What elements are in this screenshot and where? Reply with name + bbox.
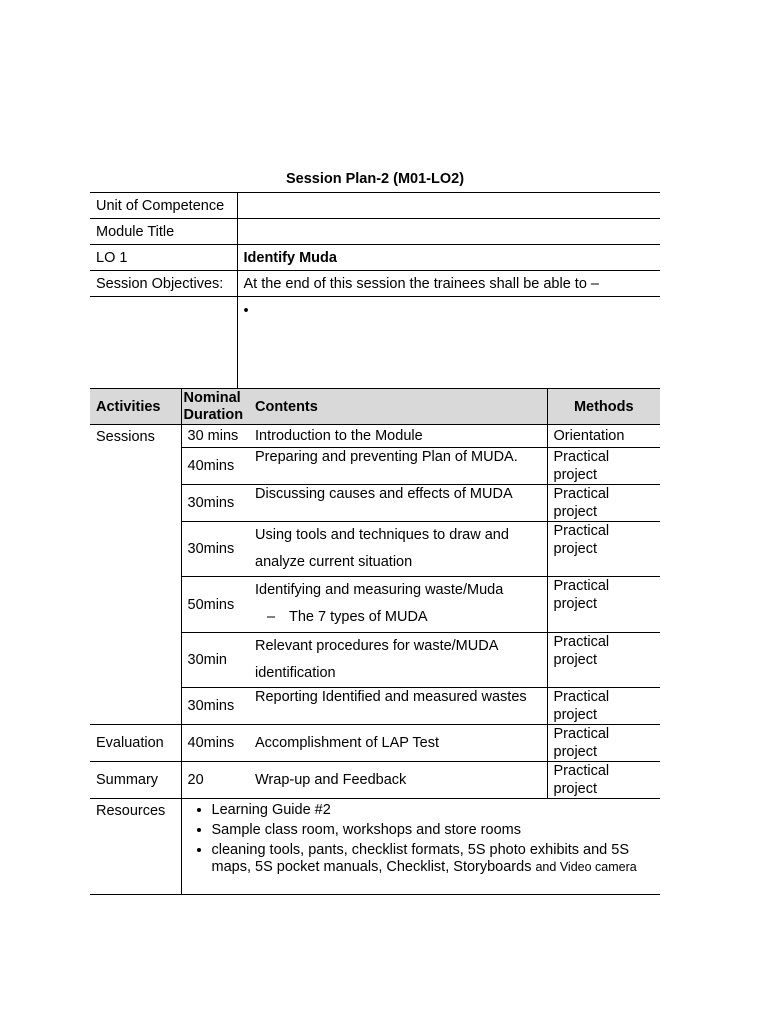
unit-value xyxy=(237,193,660,219)
resources-row xyxy=(90,799,660,895)
module-label: Module Title xyxy=(90,219,237,245)
content-subitem: The 7 types of MUDA xyxy=(289,609,428,625)
content-cell: Discussing causes and effects of MUDA xyxy=(249,485,547,522)
unit-row xyxy=(90,193,660,219)
method-cell: Orientation xyxy=(547,425,660,448)
summary-row xyxy=(90,762,660,799)
content-cell: Introduction to the Module xyxy=(249,425,547,448)
duration-cell: 30 mins xyxy=(181,425,249,448)
resource-text-small: and Video camera xyxy=(535,860,637,874)
content-line: Using tools and techniques to draw and xyxy=(255,527,509,543)
lo-row xyxy=(90,245,660,271)
header-row xyxy=(90,389,660,425)
method-cell: Practical project xyxy=(547,448,660,485)
content-line: Relevant procedures for waste/MUDA xyxy=(255,638,499,654)
table-row xyxy=(90,425,660,448)
activities-header: Activities xyxy=(90,389,181,425)
content-cell xyxy=(249,633,547,688)
session-info-table xyxy=(90,192,660,393)
evaluation-label: Evaluation xyxy=(90,725,181,762)
duration-cell: 30mins xyxy=(181,688,249,725)
list-item xyxy=(212,842,655,876)
duration-cell: 30mins xyxy=(181,485,249,522)
objectives-bullet: • xyxy=(237,297,660,393)
content-cell xyxy=(249,577,547,633)
content-line: Identifying and measuring waste/Muda xyxy=(255,582,504,598)
method-cell: Practical project xyxy=(547,688,660,725)
duration-cell: 50mins xyxy=(181,577,249,633)
unit-label: Unit of Competence xyxy=(90,193,237,219)
content-cell: Accomplishment of LAP Test xyxy=(249,725,547,762)
method-cell: Practical project xyxy=(547,522,660,577)
list-item: • Sample class room, workshops and store rooms xyxy=(212,822,655,839)
method-cell: Practical project xyxy=(547,762,660,799)
objectives-bullet-row xyxy=(90,297,660,393)
dash-bullet: – xyxy=(267,609,276,625)
module-value xyxy=(237,219,660,245)
duration-cell: 40mins xyxy=(181,725,249,762)
duration-cell: 30mins xyxy=(181,522,249,577)
duration-header-line2: Duration xyxy=(183,406,244,423)
resource-text: cleaning tools, pants, checklist formats, 5S photo exhibits and 5S maps, 5S pocket manuals, Checklist, Storyboards xyxy=(211,842,630,875)
objectives-row xyxy=(90,271,660,297)
method-cell: Practical project xyxy=(547,633,660,688)
module-row xyxy=(90,219,660,245)
duration-cell: 40mins xyxy=(181,448,249,485)
objectives-value: At the end of this session the trainees shall be able to – xyxy=(237,271,660,297)
methods-header: Methods xyxy=(547,389,660,425)
content-line: identification xyxy=(255,665,336,681)
empty-cell xyxy=(90,297,237,393)
resources-label: Resources xyxy=(90,799,181,895)
content-cell: Wrap-up and Feedback xyxy=(249,762,547,799)
content-cell: Preparing and preventing Plan of MUDA. xyxy=(249,448,547,485)
resources-list-cell xyxy=(181,799,660,895)
lo-value: Identify Muda xyxy=(237,245,660,271)
summary-label: Summary xyxy=(90,762,181,799)
duration-header-line1: Nominal xyxy=(183,389,241,406)
resources-list xyxy=(188,802,655,876)
duration-cell: 20 xyxy=(181,762,249,799)
evaluation-row xyxy=(90,725,660,762)
contents-header: Contents xyxy=(249,389,547,425)
content-cell: Reporting Identified and measured wastes xyxy=(249,688,547,725)
duration-header xyxy=(181,389,249,425)
list-item: • Learning Guide #2 xyxy=(212,802,655,819)
session-activities-table xyxy=(90,388,660,895)
sessions-label: Sessions xyxy=(90,425,181,725)
page-title: Session Plan-2 (M01-LO2) xyxy=(285,171,465,187)
duration-cell: 30min xyxy=(181,633,249,688)
content-line: analyze current situation xyxy=(255,554,413,570)
content-cell xyxy=(249,522,547,577)
objectives-label: Session Objectives: xyxy=(90,271,237,297)
lo-label: LO 1 xyxy=(90,245,237,271)
method-cell: Practical project xyxy=(547,725,660,762)
method-cell: Practical project xyxy=(547,485,660,522)
method-cell: Practical project xyxy=(547,577,660,633)
